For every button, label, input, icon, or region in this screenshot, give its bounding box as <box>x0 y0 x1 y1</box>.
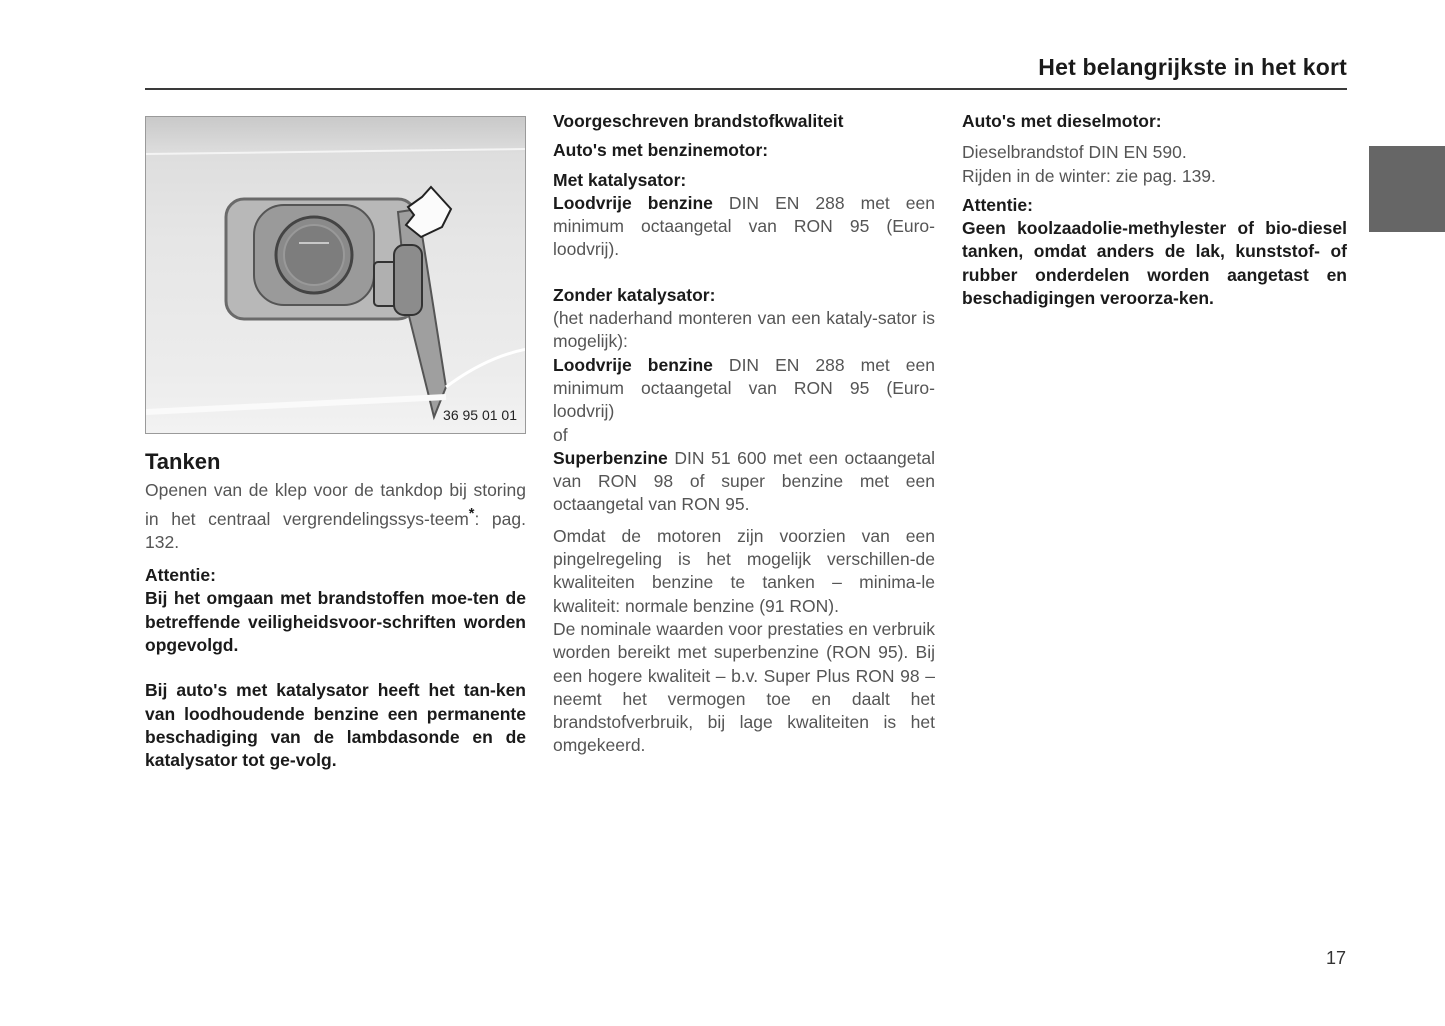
fuel-flap-illustration <box>145 116 526 434</box>
fuel-quality-heading: Voorgeschreven brandstofkwaliteit <box>553 111 844 131</box>
performance-paragraph: De nominale waarden voor prestaties en verbruik worden bereikt met superbenzine (RON 95). Bij een hogere kwaliteit – b.v. Super Plus RON 98 – neemt het vermogen toe en daalt het brandstofverbruik, bij lage kwaliteiten is het omgekeerd. <box>553 618 935 756</box>
winter-driving-reference: Rijden in de winter: zie pag. 139. <box>962 165 1216 186</box>
or-separator: of <box>553 424 568 445</box>
fuel-flap-drawing-icon <box>146 117 526 434</box>
unleaded-petrol-label: Loodvrije benzine <box>553 192 713 213</box>
petrol-engine-heading: Auto's met benzinemotor: <box>553 140 769 161</box>
footnote-star: * <box>468 505 475 522</box>
intro-text-main: Openen van de klep voor de tankdop bij storing in het centraal vergrendelingssys-teem <box>145 480 526 529</box>
knock-control-paragraph: Omdat de motoren zijn voorzien van een pingelregeling is het mogelijk verschillen-de kwaliteiten benzine te tanken – minima-le kwaliteit: normale benzine (91 RON). <box>553 525 935 616</box>
column-left <box>145 110 526 772</box>
header-divider <box>145 88 1347 90</box>
column-right <box>962 110 1347 310</box>
column-middle <box>553 110 935 758</box>
without-catalyst-unleaded <box>553 354 935 424</box>
without-catalyst-note: (het naderhand monteren van een kataly-sator is mogelijk): <box>553 308 935 352</box>
super-petrol-label: Superbenzine <box>553 447 668 468</box>
diesel-engine-heading: Auto's met dieselmotor: <box>962 111 1162 131</box>
unleaded-spec: DIN EN 288 met een minimum octaangetal van RON 95 (Euro-loodvrij) <box>553 354 935 422</box>
unleaded-petrol-label: Loodvrije benzine <box>553 354 713 375</box>
chapter-thumb-tab <box>1369 146 1445 232</box>
attention-label: Attentie: <box>145 565 216 586</box>
diesel-fuel-spec: Dieselbrandstof DIN EN 590. <box>962 142 1187 163</box>
catalyst-warning: Bij auto's met katalysator heeft het tan-ken van loodhoudende benzine een permanente beschadiging van de lambdasonde en de katalysator tot ge-volg. <box>145 680 526 771</box>
with-catalyst-text <box>553 192 935 262</box>
diesel-attention-text: Geen koolzaadolie-methylester of bio-diesel tanken, omdat anders de lak, kunststof- of rubber onderdelen worden aangetast en beschadigingen veroorza-ken. <box>962 218 1347 309</box>
attention-text: Bij het omgaan met brandstoffen moe-ten de betreffende veiligheidsvoor-schriften worden opgevolgd. <box>145 588 526 655</box>
with-catalyst-spec: DIN EN 288 met een minimum octaangetal van RON 95 (Euro-loodvrij). <box>553 192 935 260</box>
figure-reference-number: 36 95 01 01 <box>443 406 517 423</box>
page-number: 17 <box>1326 948 1347 968</box>
with-catalyst-heading: Met katalysator: <box>553 169 687 190</box>
page-reference-132: : pag. 132. <box>145 508 526 552</box>
without-catalyst-super <box>553 447 935 517</box>
super-spec: DIN 51 600 met een octaangetal van RON 98 of super benzine met een octaangetal van RON 95. <box>553 447 935 515</box>
section-title-tanken: Tanken <box>145 449 221 474</box>
diesel-attention-label: Attentie: <box>962 194 1033 215</box>
intro-text <box>145 479 526 554</box>
without-catalyst-heading: Zonder katalysator: <box>553 284 716 305</box>
page-header-title: Het belangrijkste in het kort <box>1038 54 1347 80</box>
